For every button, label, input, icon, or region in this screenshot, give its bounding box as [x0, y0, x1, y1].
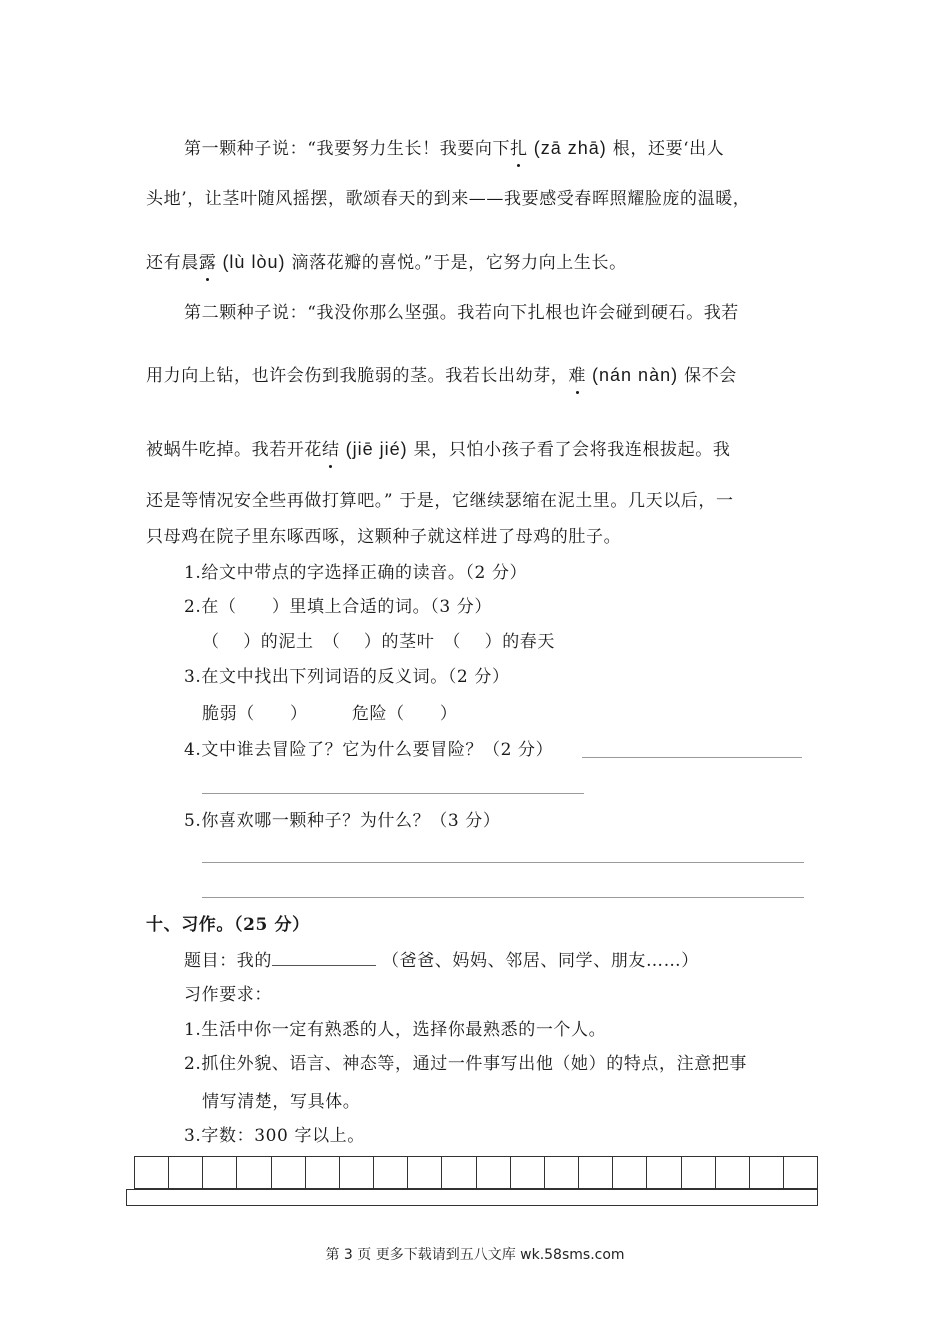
passage-line: 被蜗牛吃掉。我若开花结 (jiē jié) 果，只怕小孩子看了会将我连根拔起。我 — [146, 439, 731, 460]
pinyin-choice: (lù lòu) — [222, 252, 286, 272]
dotted-char: 扎 — [510, 139, 528, 159]
page-footer: 第 3 页 更多下载请到五八文库 wk.58sms.com — [325, 1247, 625, 1263]
requirements-title: 习作要求： — [184, 985, 272, 1005]
question-4: 4.文中谁去冒险了？它为什么要冒险？（2 分） — [184, 740, 554, 760]
answer-line-q4[interactable] — [582, 757, 802, 758]
passage-line: 第二颗种子说：“我没你那么坚强。我若向下扎根也许会碰到硬石。我若 — [184, 303, 739, 323]
question-3-blanks[interactable]: 脆弱（ ） 危险（ ） — [202, 704, 458, 724]
passage-line: 第一颗种子说：“我要努力生长！我要向下扎 (zā zhā) 根，还要‘出人 — [184, 138, 725, 159]
writing-grid[interactable] — [134, 1156, 818, 1189]
pinyin-choice: (zā zhā) — [533, 138, 607, 158]
section-heading: 十、习作。（25 分） — [146, 915, 310, 935]
requirement-2-cont: 情写清楚，写具体。 — [202, 1092, 361, 1112]
answer-line-q5-2[interactable] — [202, 897, 804, 898]
question-2: 2.在（ ）里填上合适的词。（3 分） — [184, 597, 492, 617]
question-1: 1.给文中带点的字选择正确的读音。（2 分） — [184, 563, 528, 583]
passage-line: 头地’，让茎叶随风摇摆，歌颂春天的到来——我要感受春晖照耀脸庞的温暖， — [146, 189, 751, 209]
dotted-char: 难 — [568, 366, 587, 386]
topic-blank[interactable] — [272, 947, 376, 966]
requirement-2: 2.抓住外貌、语言、神态等，通过一件事写出他（她）的特点，注意把事 — [184, 1054, 748, 1074]
answer-line-q5[interactable] — [202, 862, 804, 863]
question-5: 5.你喜欢哪一颗种子？为什么？（3 分） — [184, 811, 501, 831]
passage-line: 还有晨露 (lù lòu) 滴落花瓣的喜悦。”于是，它努力向上生长。 — [146, 252, 627, 273]
essay-topic: 题目：我的 （爸爸、妈妈、邻居、同学、朋友……） — [184, 947, 699, 973]
passage-line: 还是等情况安全些再做打算吧。” 于是，它继续瑟缩在泥土里。几天以后，一 — [146, 491, 734, 511]
passage-line: 用力向上钻，也许会伤到我脆弱的茎。我若长出幼芽，难 (nán nàn) 保不会 — [146, 365, 737, 386]
dotted-char: 结 — [322, 440, 340, 460]
writing-grid-row-2[interactable] — [126, 1189, 818, 1206]
dotted-char: 露 — [198, 253, 217, 273]
pinyin-choice: (jiē jié) — [345, 439, 408, 459]
requirement-1: 1.生活中你一定有熟悉的人，选择你最熟悉的一个人。 — [184, 1020, 607, 1040]
question-3: 3.在文中找出下列词语的反义词。（2 分） — [184, 667, 510, 687]
requirement-3: 3.字数：300 字以上。 — [184, 1126, 365, 1146]
answer-line-q4-2[interactable] — [202, 793, 584, 794]
passage-line: 只母鸡在院子里东啄西啄，这颗种子就这样进了母鸡的肚子。 — [146, 527, 622, 547]
pinyin-choice: (nán nàn) — [592, 365, 679, 385]
question-2-blanks[interactable]: （ ）的泥土 （ ）的茎叶 （ ）的春天 — [202, 632, 556, 652]
